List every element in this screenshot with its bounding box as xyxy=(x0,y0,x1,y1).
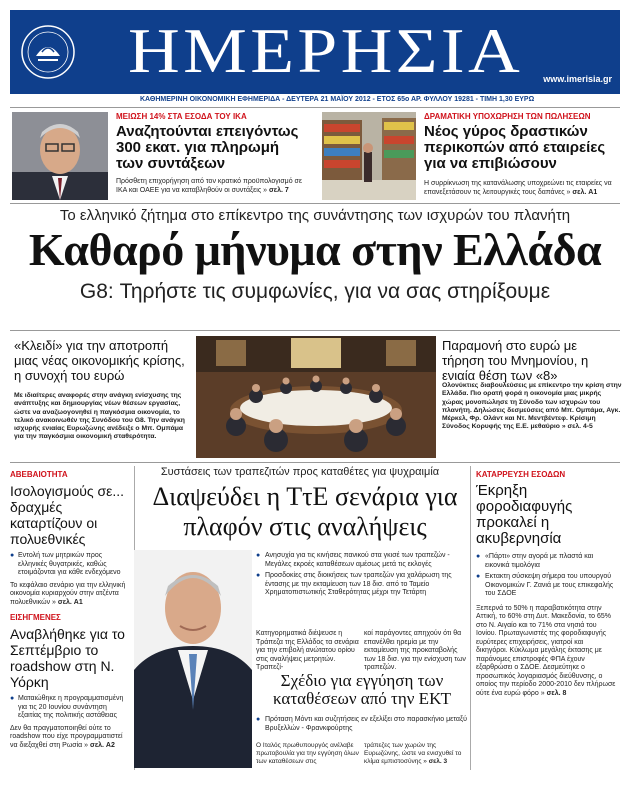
center-headline[interactable]: Διαψεύδει η ΤτΕ σενάρια για πλαφόν στις αναλήψεις xyxy=(152,482,458,541)
divider xyxy=(10,203,620,204)
page-ref[interactable]: σελ. A1 xyxy=(572,188,598,196)
teaser-summary: Πρόσθετη επιχορήγηση από τον κρατικό προϋπολογισμό σε ΙΚΑ και ΟΑΕΕ για να καταβληθούν οι συντάξεις » σελ. 7 xyxy=(116,178,302,194)
teaser-headline[interactable]: Νέος γύρος δραστικών περικοπών από εταιρείες για να επιβιώσουν xyxy=(424,123,606,172)
right-column xyxy=(476,470,616,698)
g8-summit-photo xyxy=(196,336,436,458)
issue-info: ΚΑΘΗΜΕΡΙΝΗ ΟΙΚΟΝΟΜΙΚΗ ΕΦΗΜΕΡΙΔΑ - ΔΕΥΤΕΡΑ 21 ΜΑΪΟΥ 2012 - ΕΤΟΣ 65ο ΑΡ. ΦΥΛΛΟΥ 19281 - ΤΙΜΗ 1,30 ΕΥΡΩ xyxy=(140,96,535,103)
story-bullet: ● Προσδοκίες στις διοικήσεις των τραπεζών για χαλάρωση της έντασης με την εκταμίευση των 18 δισ. από το Ταμείο Χρηματοπιστωτικής Σταθερότητας μέχρι την Τετάρτη xyxy=(256,572,468,598)
story-bullet: ● Εκτακτη σύσκεψη σήμερα του υπουργού Οικονομικών Γ. Ζανιά με τους επικεφαλής του ΣΔΟΕ xyxy=(476,573,616,599)
center-overline: Συστάσεις των τραπεζιτών προς καταθέτες για ψυχραιμία xyxy=(160,466,440,478)
story-bullet: ● Εντολή των μητρικών προς ελληνικές θυγατρικές, καθώς ετοιμάζονται για κάθε ενδεχόμενο xyxy=(10,552,132,578)
newspaper-title: ΗΜΕΡΗΣΙΑ xyxy=(128,15,524,86)
center-second-headline[interactable]: Σχέδιο για εγγύηση των καταθέσεων από την ΕΚΤ xyxy=(273,671,451,708)
main-overline: Το ελληνικό ζήτημα στο επίκεντρο της συνάντησης των ισχυρών του πλανήτη xyxy=(59,207,571,224)
story-bullet: ● Ματαιώθηκε η προγραμματισμένη για τις 20 Ιουνίου συνάντηση εξαιτίας της πολιτικής αστάθειας xyxy=(10,695,132,721)
website-link[interactable]: www.imerisia.gr xyxy=(543,74,612,84)
center-bullets xyxy=(256,552,468,601)
center-body-col2: κοί παράγοντες απηχούν ότι θα επανέλθει ηρεμία με την εκταμίευση της προκαταβολής των 18 δισ. για την ενίσχυση των τραπεζών. xyxy=(364,630,466,671)
masthead xyxy=(10,10,620,94)
center-body-col4: τράπεζες των χωρών της Ευρωζώνης, ώστε να ενισχυθεί το κλίμα εμπιστοσύνης » σελ. 3 xyxy=(364,742,462,765)
page-ref[interactable]: σελ. 3 xyxy=(428,758,448,765)
center-body-col1: Κατηγορηματικά διέψευσε η Τράπεζα της Ελλάδος τα σενάρια για την επιβολή ανώτατου ορίου στις αναλήψεις μετρητών. Τραπεζί- xyxy=(256,630,359,671)
right-story-body: Ολονύκτιες διαβουλεύσεις με επίκεντρο την κρίση στην Ελλάδα. Πιο ορατή φορά η οικονομία μιας μικρής χώρας μονοπώλησε τη Σύνοδο των ισχυρών του πλανήτη. Δηλώσεις δεσμεύσεις από Μπ. Ομπάμα, Αγκ. Μέρκελ, Φρ. Ολάντ και Ντ. Μεντβέντεφ. Κρίσιμη Σύνοδος Κορυφής της Ε.Ε. μεθαύριο » σελ. 4-5 xyxy=(442,382,622,431)
teaser-kicker: ΜΕΙΩΣΗ 14% ΣΤΑ ΕΣΟΔΑ ΤΟΥ ΙΚΑ xyxy=(116,112,247,121)
page-ref[interactable]: σελ. 4-5 xyxy=(567,423,593,431)
section-kicker: ΚΑΤΑΡΡΕΥΣΗ ΕΣΟΔΩΝ xyxy=(476,470,566,479)
main-subhead: G8: Τηρήστε τις συμφωνίες, για να σας στηρίξουμε xyxy=(79,280,551,303)
page-ref[interactable]: σελ. A1 xyxy=(57,598,83,606)
teaser-kicker: ΔΡΑΜΑΤΙΚΗ ΥΠΟΧΩΡΗΣΗ ΤΩΝ ΠΩΛΗΣΕΩΝ xyxy=(424,112,591,121)
center-body-col3: Ο Ιταλός πρωθυπουργός ανέλαβε πρωτοβουλία για την εγγύηση όλων των καταθέσεων στις xyxy=(256,742,359,765)
left-story-body: Με ιδιαίτερες αναφορές στην ανάγκη ενίσχυσης της ανάπτυξης και δημιουργίας νέων θέσεων εργασίας, ώστε να αναζωογονηθεί η παγκόσμια οικονομία, το τελικό ανακοινωθέν της Συνόδου του G8. Την ανάγκη ισχυρής ενιαίας Ευρωζώνης ανέδειξε ο Μπ. Ομπάμα για την παγκόσμια οικονομική σταθερότητα. xyxy=(14,392,185,441)
teaser-headline[interactable]: Αναζητούνται επειγόντως 300 εκατ. για πληρωμή των συντάξεων xyxy=(116,123,299,172)
teaser-summary: Η συρρίκνωση της κατανάλωσης υποχρεώνει τις εταιρείες να επανεξετάσουν τις λειτουργικές τους δαπάνες » σελ. A1 xyxy=(424,180,612,196)
divider xyxy=(10,462,620,463)
story-body: Ξεπερνά το 50% η παραβατικότητα στην Αττική, το 60% στη Δυτ. Μακεδονία, το 65% στο Ν. Αιγαίο και το 71% στα νησιά του Ιονίου. Πρωταγωνιστές της φοροδιαφυγής ευρύτερες επιχειρήσεις, γιατροί και δικηγόροι. Κύκλωμα μεγάλης έκτασης με παράνομες επιστροφές ΦΠΑ έχουν εξαρθρώσει ο ΣΔΟΕ. Δεσμεύτηκε ο προσωπικός λογαριασμός διεύθυνσης, ο οποίος την περίοδο 2000-2010 δεν πλήρωσε ούτε ένα ευρώ φόρο » σελ. 8 xyxy=(476,604,616,697)
section-kicker: ΕΙΣΗΓΜΕΝΕΣ xyxy=(10,613,61,622)
story-bullet: ● Πρόταση Μόντι και συζητήσεις εν εξελίξει στο παρασκήνιο μεταξύ Βρυξελλών - Φρανκφούρτης xyxy=(256,716,468,733)
section-kicker: ΑΒΕΒΑΙΟΤΗΤΑ xyxy=(10,470,68,479)
story-headline[interactable]: Αναβλήθηκε για το Σεπτέμβριο το roadshow στη Ν. Υόρκη xyxy=(10,626,125,690)
story-headline[interactable]: Έκρηξη φοροδιαφυγής προκαλεί η ακυβερνησία xyxy=(476,482,573,547)
story-bullet: ● Ανησυχία για τις κινήσεις πανικού στα γκισέ των τραπεζών - Μεγάλες εκροές καταθέσεων αμέσως μετά τις εκλογές xyxy=(256,552,468,569)
right-story-headline[interactable]: Παραμονή στο ευρώ με τήρηση του Μνημονίου, η ενιαία θέση των «8» xyxy=(442,338,589,383)
page-ref[interactable]: σελ. 7 xyxy=(269,186,289,194)
page-ref[interactable]: σελ. A2 xyxy=(90,741,115,749)
left-column xyxy=(10,470,132,756)
ministry-emblem-icon xyxy=(18,22,78,82)
story-body: Το κεφάλαιο σενάριο για την ελληνική οικονομία κυριαρχούν στην ατζέντα πολυεθνικών » σελ. A1 xyxy=(10,581,126,606)
story-bullet: ● «Πάρτι» στην αγορά με πλαστά και εικονικά τιμολόγια xyxy=(476,553,616,570)
main-headline[interactable]: Καθαρό μήνυμα στην Ελλάδα xyxy=(28,224,602,275)
supermarket-photo xyxy=(322,112,416,200)
governor-photo xyxy=(134,550,252,768)
left-story-headline[interactable]: «Κλειδί» για την αποτροπή μιας νέας οικονομικής κρίσης, η συνοχή του ευρώ xyxy=(14,338,185,383)
divider xyxy=(10,107,620,108)
politician-photo xyxy=(12,112,108,200)
story-headline[interactable]: Ισολογισμούς σε... δραχμές καταρτίζουν οι πολυεθνικές xyxy=(10,483,125,547)
divider xyxy=(10,330,620,331)
page-ref[interactable]: σελ. 8 xyxy=(546,689,567,697)
story-body: Δεν θα πραγματοποιηθεί ούτε το roadshow που είχε προγραμματιστεί να διεξαχθεί στη Ρωσία » σελ. A2 xyxy=(10,724,123,749)
column-divider xyxy=(470,466,471,770)
